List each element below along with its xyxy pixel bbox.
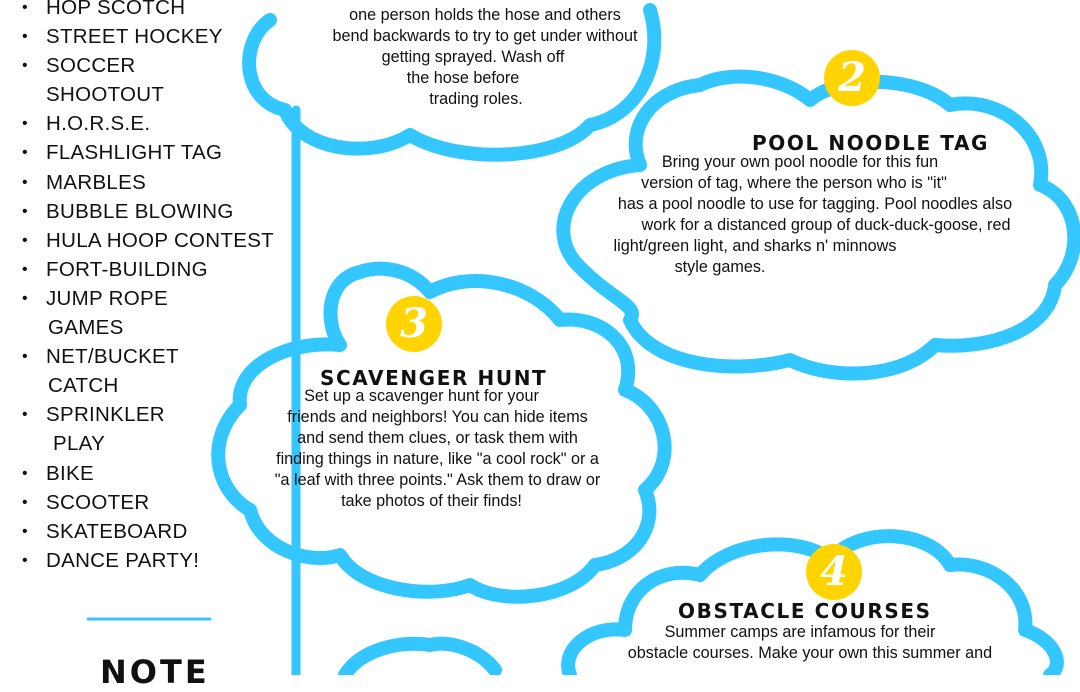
game-name: FLASHLIGHT TAG: [46, 141, 223, 165]
game-name: SKATEBOARD: [46, 519, 188, 543]
game-list-item: [22, 255, 292, 284]
game-name: SOCCER: [46, 54, 136, 78]
game-name: MARBLES: [46, 170, 147, 194]
game-list-item: [22, 138, 292, 167]
limbo-line: the hose before: [406, 69, 520, 87]
bullet-icon: •: [22, 115, 28, 133]
pool-noodle-line: style games.: [674, 258, 766, 276]
game-name: HULA HOOP CONTEST: [46, 228, 274, 252]
game-list-item: [22, 284, 292, 342]
bullet-icon: •: [22, 260, 28, 278]
game-list-item: [22, 226, 292, 255]
game-name: JUMP ROPE: [46, 286, 168, 310]
pool-noodle-description: [590, 152, 1040, 278]
game-name: NET/BUCKET: [46, 345, 179, 369]
limbo-line: bend backwards to try to get under without: [332, 27, 638, 45]
bullet-icon: •: [22, 406, 28, 424]
bullet-icon: •: [22, 493, 28, 511]
limbo-line: getting sprayed. Wash off: [381, 48, 565, 66]
obstacle-line: obstacle courses. Make your own this summer and: [627, 644, 993, 662]
scavenger-hunt-title: SCAVENGER HUNT: [320, 366, 548, 390]
scavenger-line: take photos of their finds!: [341, 492, 522, 510]
obstacle-courses-title: OBSTACLE COURSES: [678, 599, 932, 623]
bullet-icon: •: [22, 551, 28, 569]
obstacle-line: Summer camps are infamous for their: [664, 623, 936, 641]
bullet-icon: •: [22, 231, 28, 249]
pool-noodle-line: has a pool noodle to use for tagging. Pool noodles also: [617, 195, 1013, 213]
game-list-item: [22, 109, 292, 138]
game-name: STREET HOCKEY: [46, 25, 223, 49]
scavenger-line: finding things in nature, like "a cool rock" or a: [276, 450, 599, 468]
obstacle-courses-description: [605, 622, 1015, 664]
pool-noodle-title: POOL NOODLE TAG: [752, 131, 990, 155]
section-number-badge-4: 4: [806, 544, 862, 600]
game-name: HOP SCOTCH: [46, 0, 186, 19]
game-name-continued: GAMES: [48, 316, 124, 340]
bullet-icon: •: [22, 522, 28, 540]
game-name: BIKE: [46, 461, 94, 485]
bullet-icon: •: [22, 173, 28, 191]
game-name: H.O.R.S.E.: [46, 112, 151, 136]
section-number-badge-3: 3: [386, 296, 442, 352]
bullet-icon: •: [22, 144, 28, 162]
bullet-icon: •: [22, 57, 28, 75]
game-list-item: [22, 51, 292, 109]
bullet-icon: •: [22, 464, 28, 482]
scavenger-line: "a leaf with three points." Ask them to draw or: [274, 471, 601, 489]
pool-noodle-line: version of tag, where the person who is "it": [641, 174, 947, 192]
pool-noodle-line: light/green light, and sharks n' minnows: [613, 237, 897, 255]
note-heading: NOTE: [100, 653, 210, 691]
game-name: DANCE PARTY!: [46, 548, 200, 572]
section-number-badge-2: 2: [824, 50, 880, 106]
limbo-line: one person holds the hose and others: [349, 6, 621, 24]
limbo-line: trading roles.: [429, 90, 523, 108]
game-name: SCOOTER: [46, 490, 150, 514]
game-name: BUBBLE BLOWING: [46, 199, 234, 223]
game-list-item: [22, 517, 292, 546]
game-list-item: [22, 197, 292, 226]
game-name: FORT-BUILDING: [46, 257, 208, 281]
bullet-icon: •: [22, 202, 28, 220]
bullet-icon: •: [22, 0, 28, 16]
pool-noodle-line: work for a distanced group of duck-duck-goose, red: [641, 216, 1011, 234]
game-name-continued: PLAY: [53, 432, 106, 456]
scavenger-line: friends and neighbors! You can hide items: [287, 408, 588, 426]
game-list-item: [22, 22, 292, 51]
game-list-item: [22, 546, 292, 575]
scavenger-line: Set up a scavenger hunt for your: [304, 387, 539, 405]
cloud-outline-5: [345, 644, 495, 675]
bullet-icon: •: [22, 289, 28, 307]
game-list-item: [22, 168, 292, 197]
limbo-description: [310, 5, 660, 110]
bullet-icon: •: [22, 348, 28, 366]
bullet-icon: •: [22, 28, 28, 46]
game-name: SPRINKLER: [46, 403, 165, 427]
game-name-continued: CATCH: [48, 374, 119, 398]
pool-noodle-line: Bring your own pool noodle for this fun: [661, 153, 939, 171]
scavenger-line: and send them clues, or task them with: [297, 429, 578, 447]
game-list-item: [22, 0, 292, 22]
game-name-continued: SHOOTOUT: [46, 83, 165, 107]
scavenger-hunt-description: [245, 386, 630, 512]
